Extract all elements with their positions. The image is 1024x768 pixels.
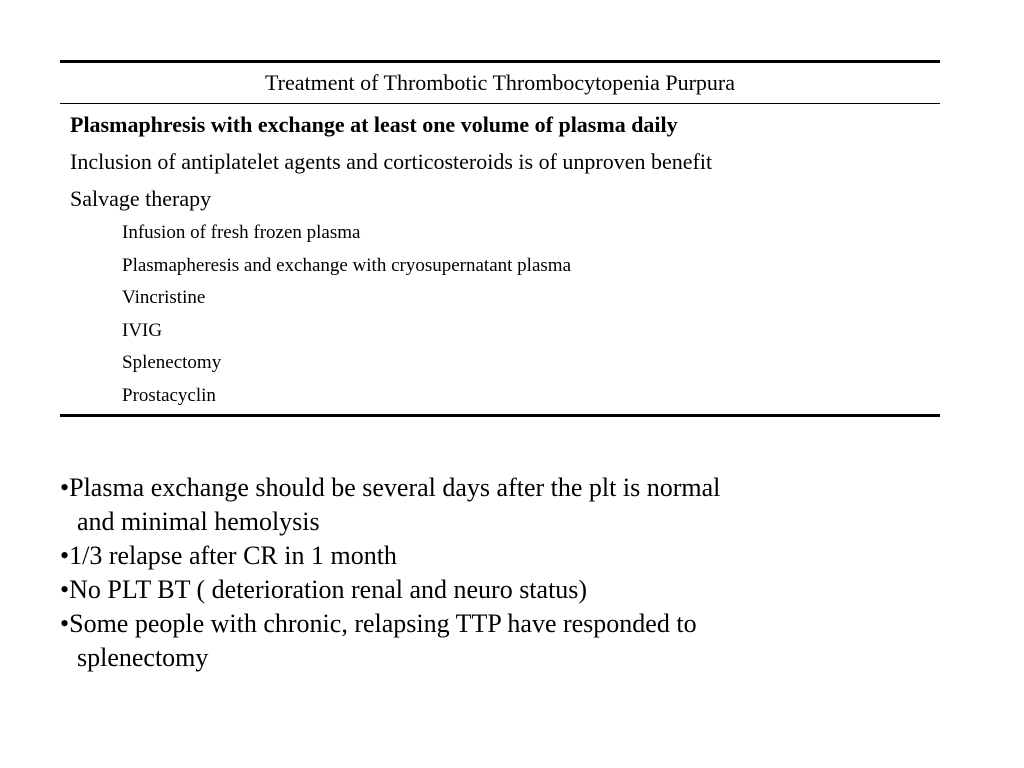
bullet-item (60, 471, 940, 539)
salvage-item: Infusion of fresh frozen plasma (122, 222, 361, 243)
bullet-item (60, 607, 940, 675)
table-row-salvage-therapy: Salvage therapy (70, 186, 212, 211)
bullet-item (60, 539, 940, 573)
salvage-item: Prostacyclin (122, 384, 216, 406)
table-header-rule (60, 103, 940, 104)
salvage-item: Vincristine (122, 287, 206, 308)
bullet-text: •No PLT BT ( deterioration renal and neuro status) (60, 575, 588, 604)
bullet-continuation: splenectomy (77, 643, 209, 672)
bullet-text: •Plasma exchange should be several days after the plt is normal (60, 473, 721, 502)
salvage-item: Plasmapheresis and exchange with cryosupernatant plasma (122, 254, 571, 276)
bullet-list (60, 471, 940, 675)
treatment-table (60, 60, 940, 417)
bullet-text: •Some people with chronic, relapsing TTP have responded to (60, 609, 697, 638)
salvage-item: Splenectomy (122, 352, 222, 373)
table-row-antiplatelet: Inclusion of antiplatelet agents and corticosteroids is of unproven benefit (70, 149, 713, 174)
table-row-plasmapheresis: Plasmaphresis with exchange at least one volume of plasma daily (70, 112, 678, 137)
bullet-continuation: and minimal hemolysis (77, 507, 320, 536)
table-bottom-rule (60, 414, 940, 417)
bullet-item (60, 573, 940, 607)
bullet-text: •1/3 relapse after CR in 1 month (60, 541, 397, 570)
table-title: Treatment of Thrombotic Thrombocytopenia Purpura (264, 70, 736, 95)
salvage-item: IVIG (122, 319, 163, 341)
